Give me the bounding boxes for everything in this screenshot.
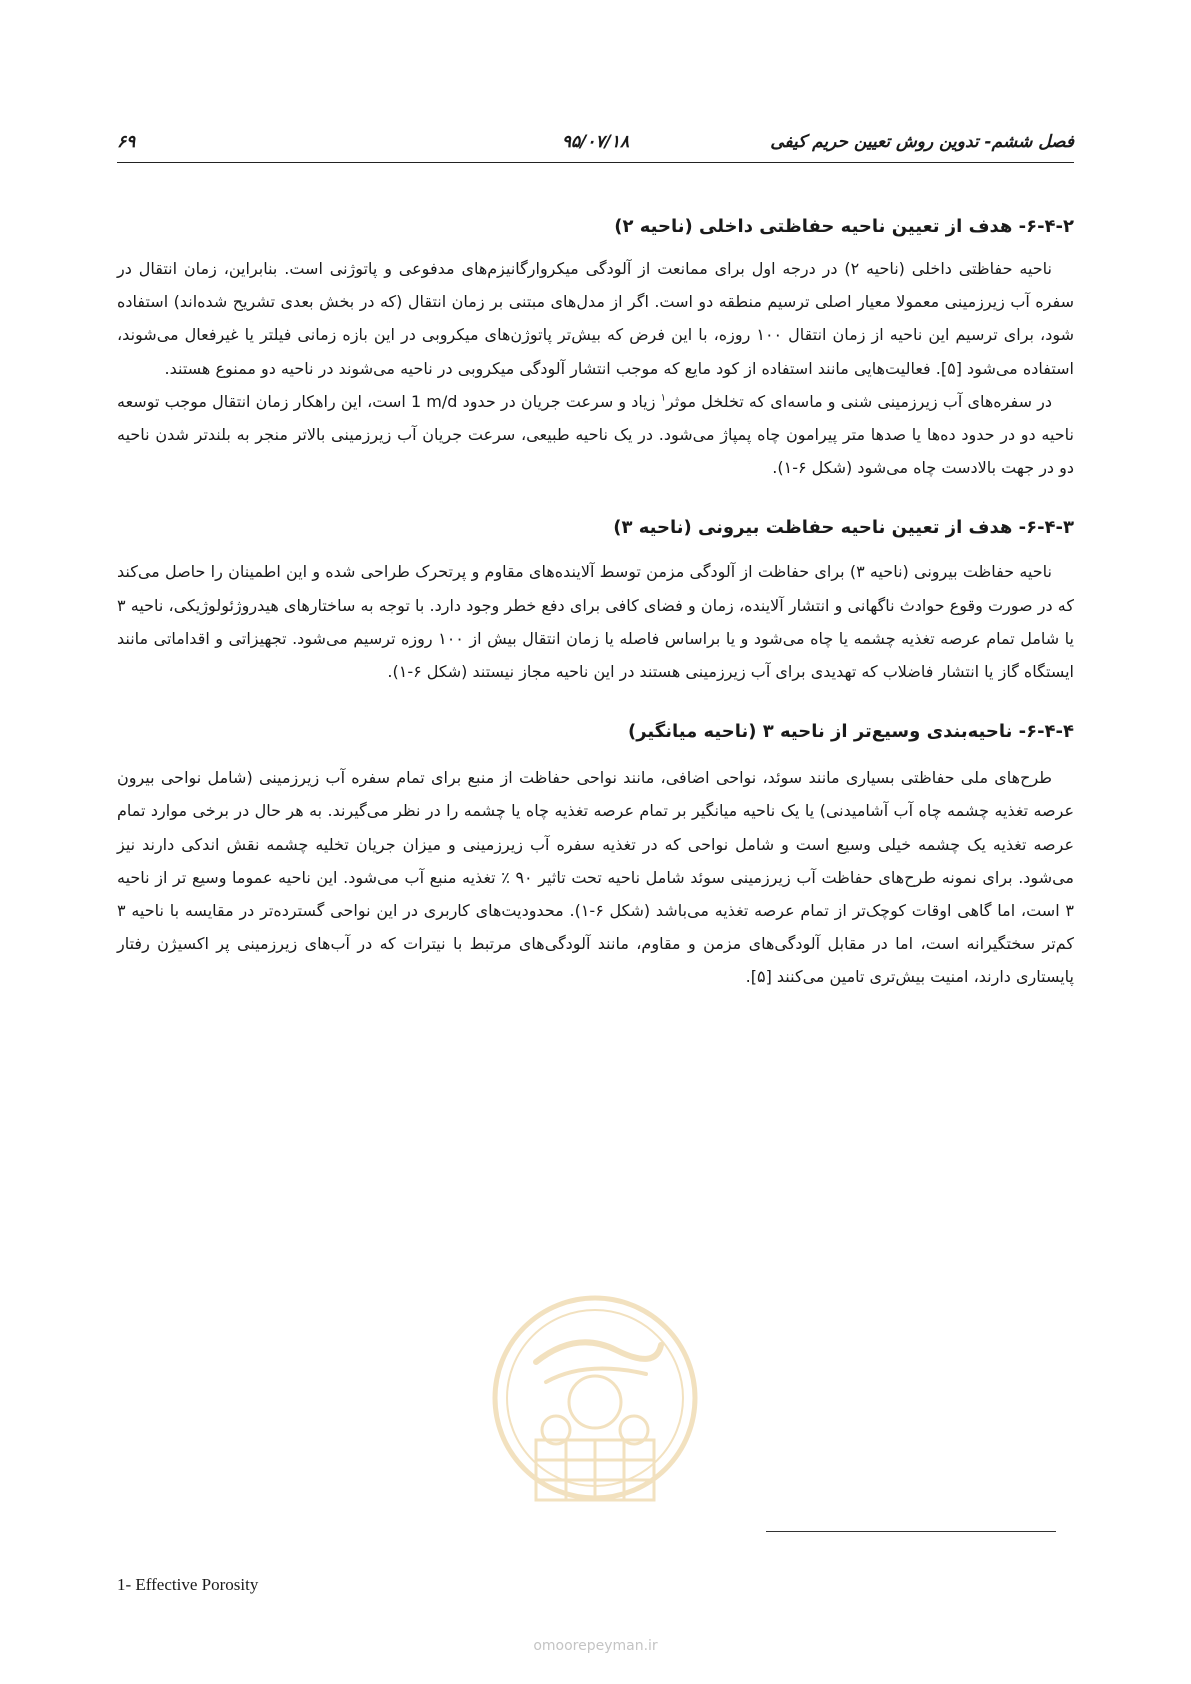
footnote-rule [766, 1531, 1056, 1532]
velocity-unit: 1 m/d [410, 391, 458, 411]
watermark-site: omoorepeyman.ir [533, 1638, 658, 1654]
paragraph-3: ناحیه حفاظت بیرونی (ناحیه ۳) برای حفاظت از آلودگی مزمن توسط آلاینده‌های مقاوم و پرتحرک طراحی شده و این اطمینان را حاصل می‌کند که در صورت وقوع حوادث ناگهانی و انتشار آلاینده، زمان و فضای کافی برای دفع خطر وجود دارد. با توجه به ساختارهای هیدروژئولوژیکی، ناحیه ۳ یا شامل تمام عرصه تغذیه چشمه یا چاه می‌شود و یا براساس فاصله یا زمان انتقال بیش از ۱۰۰ روزه ترسیم می‌شود. تجهیزاتی و اقداماتی مانند ایستگاه گاز یا انتشار فاضلاب که تهدیدی برای آب زیرزمینی هستند در این ناحیه مجاز نیستند (شکل ۶-۱). [117, 562, 1075, 682]
chapter-title: فصل ششم- تدوین روش تعیین حریم کیفی [770, 132, 1074, 152]
main-content [117, 212, 1074, 994]
header-rule [117, 162, 1074, 163]
section-heading-4: ۶-۴-۴- ناحیه‌بندی وسیع‌تر از ناحیه ۳ (ناحیه میانگیر) [627, 721, 1074, 743]
p2-after: است، این راهکار زمان انتقال موجب توسعه ناحیه دو در حدود ده‌ها یا صدها متر پیرامون چاه پمپاژ می‌شود. در یک ناحیه طبیعی، سرعت جریان آب زیرزمینی بالاتر منجر به بلندتر شدن ناحیه دو در جهت بالادست چاه می‌شود (شکل ۶-۱). [117, 391, 1074, 478]
footnote-mark[interactable]: ۱ [660, 392, 666, 404]
paragraph-4: طرح‌های ملی حفاظتی بسیاری مانند سوئد، نواحی اضافی، مانند نواحی حفاظت از منبع برای تمام سفره آب زیرزمینی (شامل نواحی بیرون عرصه تغذیه چشمه چاه آب آشامیدنی) یا یک ناحیه میانگیر بر تمام عرصه تغذیه چاه یا چشمه را در نظر می‌گیرند. به هر حال در برخی موارد تمام عرصه تغذیه یک چشمه خیلی وسیع است و شامل نواحی که در تغذیه سفره آب زیرزمینی و میزان جریان تخلیه چشمه نقش اندکی دارند نیز می‌شود. برای نمونه طرح‌های حفاظت آب زیرزمینی سوئد شامل ناحیه تحت تاثیر ۹۰ ٪ تغذیه منبع آب می‌شود. این ناحیه عموما وسیع تر از ناحیه ۳ است، اما گاهی اوقات کوچک‌تر از تمام عرصه تغذیه می‌باشد (شکل ۶-۱). محدودیت‌های کاربری در این نواحی گسترده‌تر در مقایسه با ناحیه ۳ کم‌تر سختگیرانه است، اما در مقابل آلودگی‌های مزمن و مقاوم، مانند آلودگی‌های مرتبط با نیترات که در آب‌های زیرزمینی پر اکسیژن رفتار پایستاری دارند، امنیت بیش‌تری تامین می‌کنند [۵]. [117, 768, 1075, 987]
header-date: ۹۵/۰۷/۱۸ [561, 132, 630, 152]
watermark-logo-icon [486, 1290, 704, 1516]
p2-before: در سفره‌های آب زیرزمینی شنی و ماسه‌ای که تخلخل موثر [665, 391, 1052, 411]
p2-middle: زیاد و سرعت جریان در حدود [457, 391, 661, 411]
page-header [117, 128, 1074, 158]
footnote: 1- Effective Porosity [117, 1575, 259, 1594]
paragraph-1: ناحیه حفاظتی داخلی (ناحیه ۲) در درجه اول برای ممانعت از آلودگی میکروارگانیزم‌های مدفوعی و پاتوژنی است. بنابراین، زمان انتقال در سفره آب زیرزمینی معمولا معیار اصلی ترسیم منطقه دو است. اگر از مدل‌های مبتنی بر زمان انتقال (که در بخش بعدی تشریح شده‌اند) استفاده شود، برای ترسیم این ناحیه از زمان انتقال ۱۰۰ روزه، با این فرض که بیش‌تر پاتوژن‌های میکروبی در این بازه زمانی فیلتر یا غیرفعال می‌شوند، استفاده می‌شود [۵]. فعالیت‌هایی مانند استفاده از کود مایع که موجب انتشار آلودگی میکروبی در ناحیه می‌شوند در ناحیه دو ممنوع هستند. [117, 259, 1074, 378]
paragraph-2 [117, 385, 1074, 485]
section-heading-3: ۶-۴-۳- هدف از تعیین ناحیه حفاظت بیرونی (ناحیه ۳) [613, 517, 1074, 539]
section-heading-2: ۶-۴-۲- هدف از تعیین ناحیه حفاظتی داخلی (ناحیه ۲) [614, 216, 1074, 237]
page-number: ۶۹ [117, 132, 136, 152]
